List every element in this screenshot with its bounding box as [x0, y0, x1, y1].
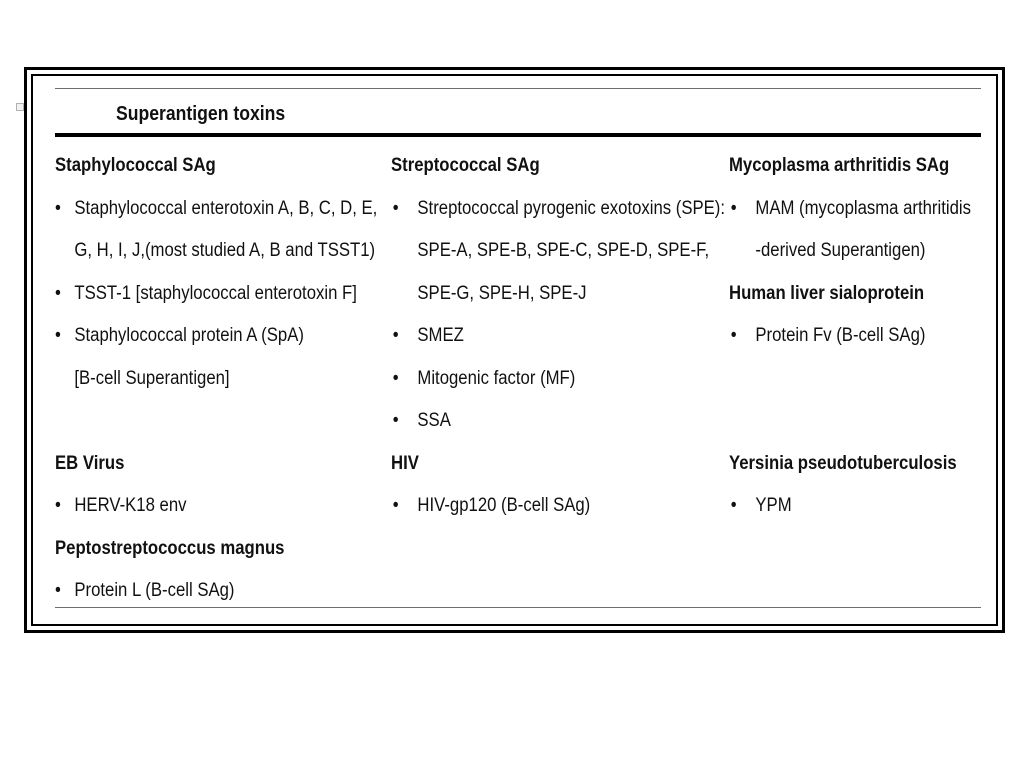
table-title: Superantigen toxins — [116, 103, 286, 125]
column-streptococcal — [391, 150, 726, 533]
bullet-icon: • — [55, 282, 61, 304]
bullet-icon: • — [392, 495, 399, 516]
list-item — [391, 363, 677, 406]
item-text: TSST-1 [staphylococcal enterotoxin F] — [74, 282, 357, 304]
list-item — [729, 490, 949, 533]
bullet-icon: • — [55, 197, 61, 219]
column-other-sources — [729, 150, 979, 533]
bullet-icon: • — [392, 325, 399, 346]
section-heading: Streptococcal SAg — [391, 155, 540, 176]
section-heading: HIV — [391, 452, 419, 474]
spacer — [729, 363, 979, 406]
item-text: -derived Superantigen) — [755, 240, 926, 261]
list-item-continuation — [55, 235, 376, 278]
list-item — [391, 490, 677, 533]
list-item-continuation — [391, 278, 677, 321]
list-item — [391, 320, 677, 363]
table-top-rule — [55, 88, 981, 89]
bullet-icon: • — [55, 580, 61, 601]
item-text: Protein L (B-cell SAg) — [74, 580, 235, 601]
table-header-rule — [55, 133, 981, 137]
bullet-icon: • — [730, 325, 737, 346]
section-heading: Peptostreptococcus magnus — [55, 537, 285, 559]
section-heading: Yersinia pseudotuberculosis — [729, 452, 957, 474]
bullet-icon: • — [730, 495, 737, 516]
spacer — [55, 405, 375, 448]
section-heading: Human liver sialoprotein — [729, 282, 925, 304]
column-staphylococcal — [55, 150, 378, 618]
item-text: YPM — [755, 495, 792, 516]
item-text: SMEZ — [417, 325, 464, 346]
section-heading: Staphylococcal SAg — [55, 155, 216, 176]
list-item-continuation — [729, 235, 949, 278]
list-item-continuation — [55, 363, 337, 406]
item-text: Staphylococcal enterotoxin A, B, C, D, E, — [74, 197, 378, 219]
list-item — [729, 320, 949, 363]
list-item — [391, 405, 677, 448]
spacer — [729, 405, 979, 448]
list-item-continuation — [391, 235, 710, 278]
bullet-icon: • — [55, 495, 61, 516]
item-text: SPE-G, SPE-H, SPE-J — [417, 282, 587, 304]
bullet-icon: • — [55, 325, 61, 346]
list-item — [729, 193, 971, 236]
item-text: MAM (mycoplasma arthritidis — [755, 197, 971, 219]
item-text: SSA — [417, 410, 451, 431]
bullet-icon: • — [392, 367, 399, 389]
item-text: Protein Fv (B-cell SAg) — [755, 325, 926, 346]
list-item — [55, 320, 337, 363]
bullet-icon: • — [392, 197, 399, 219]
list-item — [55, 278, 357, 321]
list-item — [391, 193, 726, 236]
list-item — [55, 193, 378, 236]
section-heading: Mycoplasma arthritidis SAg — [729, 155, 950, 176]
list-item — [55, 490, 337, 533]
item-text: Streptococcal pyrogenic exotoxins (SPE): — [417, 197, 726, 219]
section-heading: EB Virus — [55, 452, 125, 474]
item-text: Mitogenic factor (MF) — [417, 367, 576, 389]
list-item — [55, 575, 337, 618]
item-text: HERV-K18 env — [74, 495, 187, 516]
item-text: [B-cell Superantigen] — [74, 367, 230, 389]
item-text: Staphylococcal protein A (SpA) — [74, 325, 304, 346]
bullet-icon: • — [392, 410, 399, 431]
item-text: SPE-A, SPE-B, SPE-C, SPE-D, SPE-F, — [417, 240, 710, 261]
bullet-icon: • — [730, 197, 737, 219]
item-text: G, H, I, J,(most studied A, B and TSST1) — [74, 240, 376, 261]
item-text: HIV-gp120 (B-cell SAg) — [417, 495, 591, 516]
slide-bullet-square-icon — [16, 103, 24, 111]
